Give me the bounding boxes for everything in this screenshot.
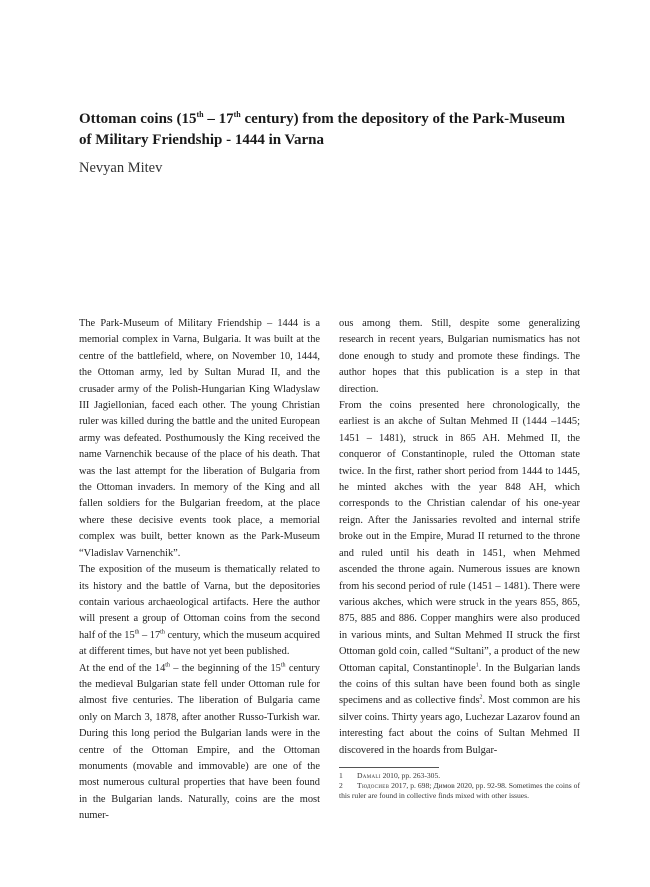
article-title: Ottoman coins (15th – 17th century) from the depository of the Park-Museum of Military Friendship - 1444 in Varna	[79, 110, 566, 148]
author-name: Nevyan Mitev	[79, 160, 163, 176]
footnotes	[339, 771, 580, 802]
footnote-ref[interactable]: 1	[475, 662, 479, 669]
paragraph: The exposition of the museum is thematically related to its history and the battle of Varna, but the depositories contain various archaeological artifacts. Here the author will present a group of Ottoman coins from the second half of the 15th – 17th century, which the museum acquired at different times, but have not yet been published.	[79, 564, 321, 658]
footnote-ref[interactable]: 2	[479, 694, 483, 701]
paragraph: ous among them. Still, despite some generalizing research in recent years, Bulgarian numismatics has not done enough to study and promote these findings. The author hopes that this publication is a step in that direction.	[339, 318, 580, 395]
paragraph: From the coins presented here chronologically, the earliest is an akche of Sultan Mehmed II (1444 –1445; 1451 – 1481), struck in 865 AH. Mehmed II, the conqueror of Constantinople, ruled the Ottoman state twice. In the first, rather short period from 1444 to 1445, he minted akches with the year 848 AH, which corresponds to the Christian calendar of his one-year reign. After the Janissaries revolted and internal strife broke out in the Empire, Murad II returned to the throne and ruled until his death in 1451, when Mehmed ascended the throne again. Numerous issues are known from his second period of rule (1451 – 1481). There were various akches, which were struck in the years 855, 865, 875, 885 and 886. Copper manghirs were also produced in various mints, and Sultan Mehmed II struck the first Ottoman gold coin, called “Sultani”, a product of the new Ottoman capital, Constantinople$^1$. In the Bulgarian lands the coins of this sultan have been found both as single specimens and as collective finds$^2$. Most common are his silver coins. Thirty years ago, Luchezar Lazarov found an interesting fact about the coins of Sultan Mehmed II discovered in the hoards from Bulgar-	[339, 400, 580, 756]
paragraph: At the end of the 14th – the beginning of the 15th century the medieval Bulgarian state fell under Ottoman rule for almost five centuries. The liberation of Bulgaria came only on March 3, 1878, after another Russo-Turkish war. During this long period the Bulgarian lands were in the centre of the Ottoman Empire, and the Ottoman monuments (movable and immovable) are one of the most numerous cultural properties that have been found in the Bulgarian lands. Naturally, coins are the most numer-	[79, 662, 320, 822]
body-column-right	[339, 316, 580, 759]
paragraph: The Park-Museum of Military Friendship – 1444 is a memorial complex in Varna, Bulgaria. It was built at the centre of the battlefield, where, on November 10, 1444, the Ottoman army, led by Sultan Murad II, and the crusader army of the Polish-Hungarian King Wladyslaw III Jagiellonian, faced each other. The young Christian ruler was killed during the battle and the united European army was defeated. Posthumously the King received the name Varnenchik because of the place of his death. That was the last attempt for the liberation of Bulgaria from the Ottoman invaders. In memory of the King and all fallen soldiers for the Bulgarian freedom, at the place where these decisive events took place, a memorial complex was built, better known as the Park-Museum “Vladislav Varnenchik”.	[79, 318, 320, 559]
footnote-divider	[339, 767, 439, 768]
body-column-left	[79, 316, 320, 825]
footnote: 1 Damali 2010, pp. 263-305.	[339, 771, 441, 780]
footnote: 2 Тюдосиев 2017, p. 698; Димов 2020, pp. 92-98. Sometimes the coins of this ruler are found in collective finds mixed with other issues.	[339, 781, 580, 801]
